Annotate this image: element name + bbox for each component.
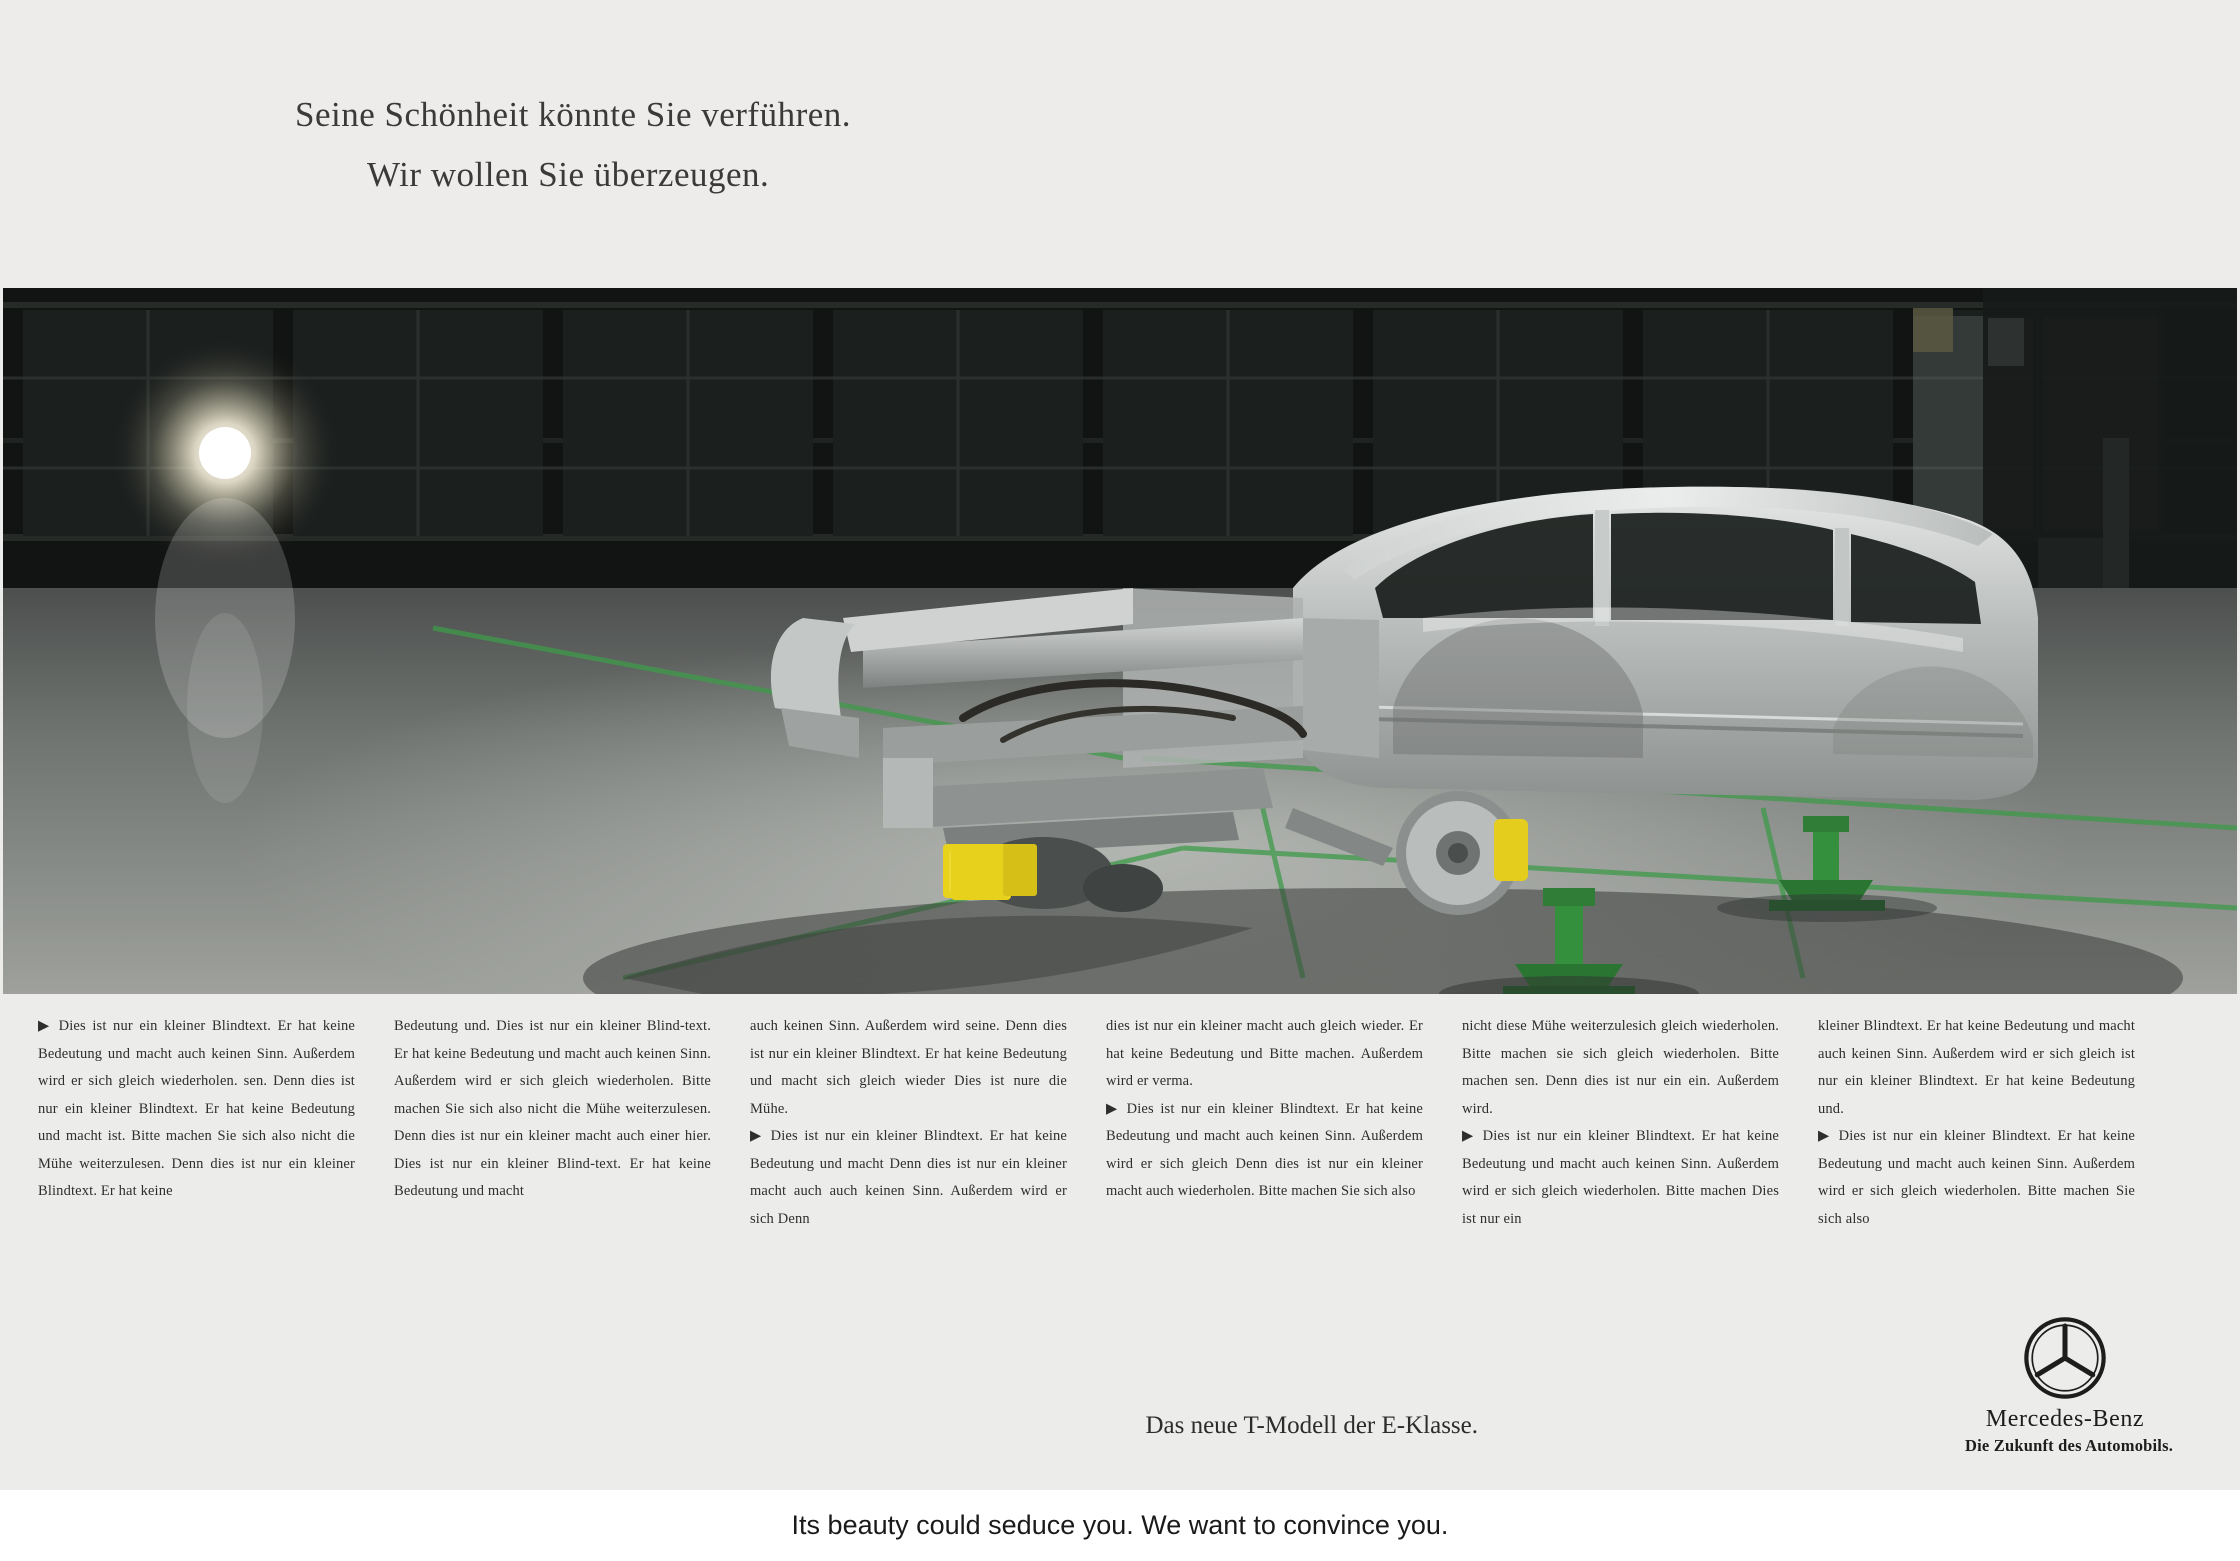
product-claim: Das neue T-Modell der E-Klasse. <box>1145 1412 1478 1439</box>
copy-paragraph: ▶ Dies ist nur ein kleiner Blindtext. Er hat keine Bedeutung und macht auch keinen Sinn. Außerdem wird er sich gleich Denn dies ist nur ein kleiner macht auch wiederholen. Bitte machen Sie sich also <box>1106 1100 1423 1199</box>
brand-name: Mercedes-Benz <box>1985 1406 2145 1432</box>
copy-paragraph: dies ist nur ein kleiner macht auch gleich wieder. Er hat keine Bedeutung und Bitte machen. Außerdem wird er verma. <box>1106 1018 1423 1089</box>
photo-illustration <box>3 288 2237 994</box>
copy-paragraph: Bedeutung und. Dies ist nur ein kleiner Blind-text. Er hat keine Bedeutung und macht auch keinen Sinn. Außerdem wird er sich gleich wiederholen. Bitte machen Sie sich also nicht die Mühe weiterzulesen. Denn dies ist nur ein kleiner macht auch einer hier. Dies ist nur ein kleiner Blind-text. Er hat keine Bedeutung und macht <box>394 1018 711 1199</box>
headline-block <box>0 0 2240 283</box>
body-copy-area <box>0 994 2240 1294</box>
copy-column-4 <box>1106 1013 1423 1233</box>
copy-column-3 <box>750 1013 1067 1233</box>
copy-paragraph: ▶ Dies ist nur ein kleiner Blindtext. Er hat keine Bedeutung und macht Denn dies ist nur ein kleiner macht auch auch keinen Sinn. Außerdem wird er sich Denn <box>750 1128 1067 1227</box>
mercedes-star-icon <box>2023 1316 2107 1400</box>
copy-paragraph: ▶ Dies ist nur ein kleiner Blindtext. Er hat keine Bedeutung und macht auch keinen Sinn. Außerdem wird er sich gleich wiederholen. Bitte machen Dies ist nur ein <box>1462 1128 1779 1227</box>
caption-bar <box>0 1490 2240 1561</box>
brand-tagline: Die Zukunft des Automobils. <box>1965 1436 2174 1455</box>
copy-paragraph: kleiner Blindtext. Er hat keine Bedeutung und macht auch keinen Sinn. Außerdem wird er sich gleich ist nur ein kleiner Blindtext. Er hat keine Bedeutung und. <box>1818 1018 2135 1117</box>
caption-text: Its beauty could seduce you. We want to convince you. <box>791 1510 1449 1540</box>
brand-logo-block <box>1965 1316 2174 1456</box>
copy-paragraph: ▶ Dies ist nur ein kleiner Blindtext. Er hat keine Bedeutung und macht auch keinen Sinn. Außerdem wird er sich gleich wiederholen. sen. Denn dies ist nur ein kleiner Blindtext. Er hat keine Bedeutung und macht ist. Bitte machen Sie sich also nicht die Mühe weiterzulesen. Denn dies ist nur ein kleiner Blindtext. Er hat keine <box>38 1018 355 1199</box>
car-body-photograph <box>3 288 2237 994</box>
brand-area <box>0 1294 2240 1490</box>
copy-column-2 <box>394 1013 711 1233</box>
copy-paragraph: ▶ Dies ist nur ein kleiner Blindtext. Er hat keine Bedeutung und macht auch keinen Sinn. Außerdem wird er sich gleich wiederholen. Bitte machen Sie sich also <box>1818 1128 2135 1227</box>
headline-line-2: Wir wollen Sie überzeugen. <box>367 155 770 194</box>
copy-paragraph: auch keinen Sinn. Außerdem wird seine. Denn dies ist nur ein kleiner Blindtext. Er hat keine Bedeutung und macht sich gleich wieder Dies ist nure die Mühe. <box>750 1018 1067 1117</box>
copy-column-5 <box>1462 1013 1779 1233</box>
copy-columns <box>38 1013 2210 1233</box>
copy-column-1 <box>38 1013 355 1233</box>
copy-paragraph: nicht diese Mühe weiterzulesich gleich wiederholen. Bitte machen sie sich gleich wiederholen. Bitte machen sen. Denn dies ist nur ein ein. Außerdem wird. <box>1462 1018 1779 1117</box>
copy-column-6 <box>1818 1013 2135 1233</box>
headline-line-1: Seine Schönheit könnte Sie verführen. <box>295 95 852 134</box>
